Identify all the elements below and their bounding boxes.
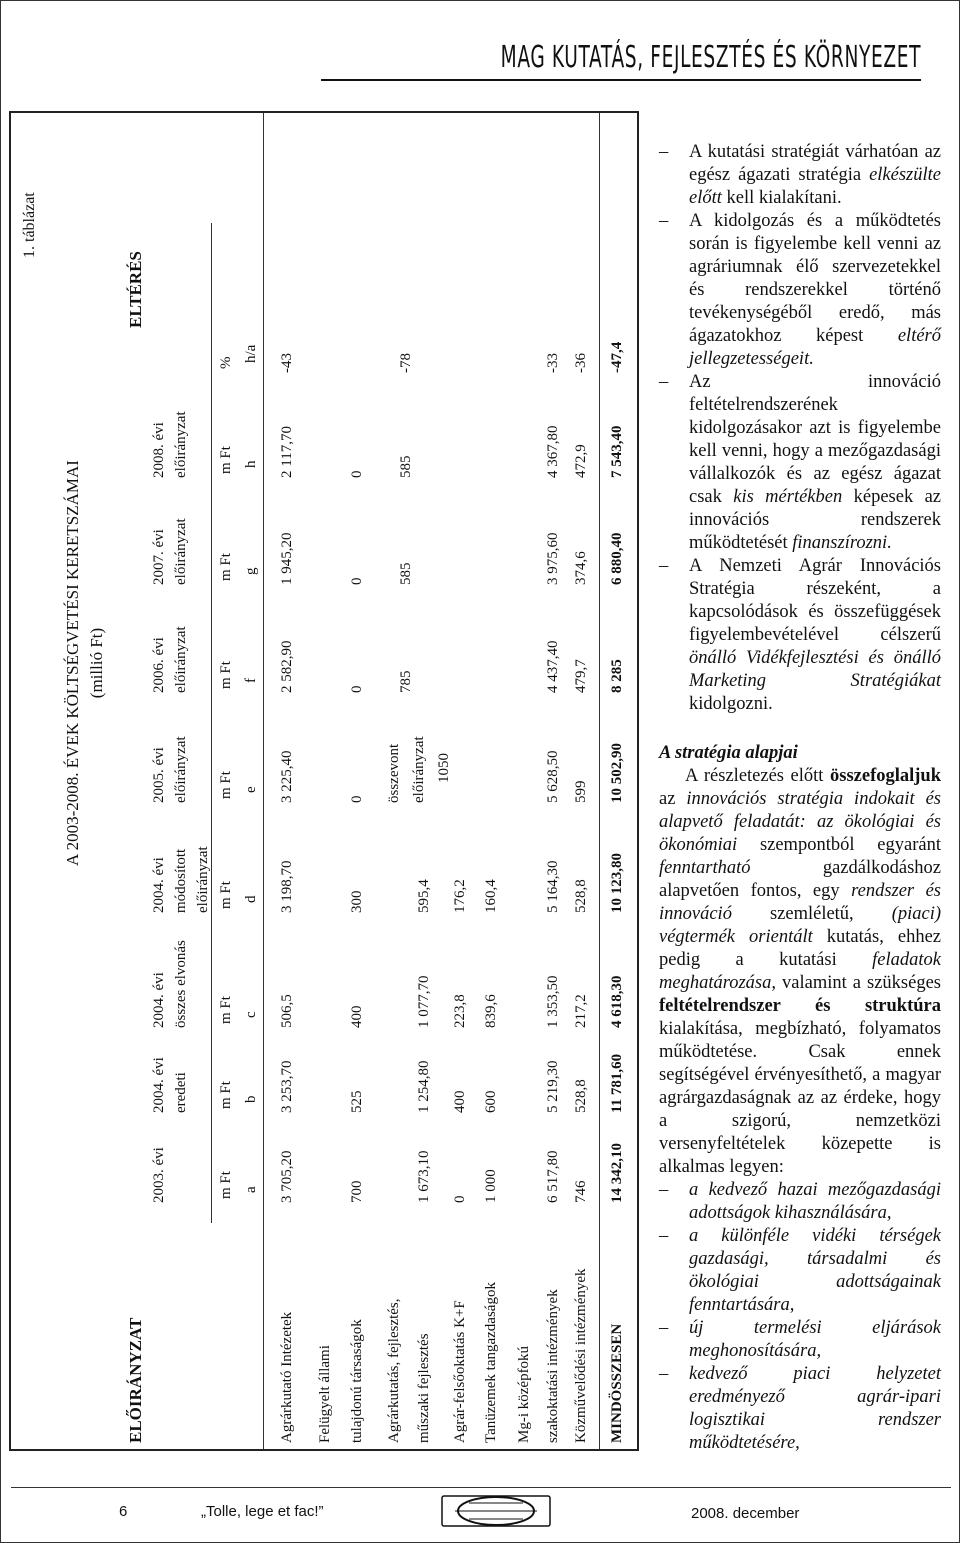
- table-cell: 785: [398, 670, 414, 693]
- bullet-list-bottom: [659, 1179, 941, 1455]
- table-cell: 4 437,40: [545, 640, 561, 693]
- table-cell: 3 225,40: [279, 750, 295, 803]
- bullet-list-top: [659, 141, 941, 716]
- table-cell: 595,4: [416, 879, 432, 913]
- bullet-text: új termelési eljárások meghonosítására,: [689, 1318, 941, 1361]
- table-row-label: Agrárkutatás, fejlesztés,: [386, 1298, 402, 1443]
- dash-icon: –: [659, 1318, 669, 1338]
- column-letter: f: [243, 678, 259, 683]
- section-subhead: A stratégia alapjai: [659, 743, 798, 763]
- table-cell: 1 000: [483, 1169, 499, 1203]
- text-run: A részletezés előtt: [685, 766, 830, 786]
- text-run: képesek az innovációs rendszerek működtetését: [689, 487, 941, 553]
- column-header-label: módosított: [173, 848, 189, 913]
- table-cell: 3 975,60: [545, 532, 561, 585]
- table-cell: -36: [573, 353, 589, 373]
- table-cell: 7 543,40: [609, 425, 625, 478]
- table-cell: 4 367,80: [545, 425, 561, 478]
- table-cell: 6 517,80: [545, 1150, 561, 1203]
- table-cell: 0: [452, 1195, 468, 1203]
- table-cell: 4 618,30: [609, 975, 625, 1028]
- bullet-item: [659, 141, 941, 210]
- table-cell: -33: [545, 353, 561, 373]
- bullet-text: kedvező piaci helyzetet eredményező agrár-ipari logisztikai rendszer működtetésére,: [689, 1364, 941, 1453]
- bullet-item: [659, 1179, 941, 1225]
- bullet-item: [659, 210, 941, 371]
- table-deviation-label: ELTÉRÉS: [126, 251, 145, 328]
- ketaf-logo-icon: [441, 1495, 551, 1527]
- column-letter: a: [243, 1186, 259, 1193]
- table-cell: -78: [398, 353, 414, 373]
- table-corner-label: ELŐIRÁNYZAT: [126, 1317, 145, 1443]
- column-letter: h/a: [243, 344, 259, 363]
- text-run: önálló Vidékfejlesztési és önálló Marketing Stratégiákat: [689, 648, 941, 691]
- text-run: összefoglaljuk: [830, 766, 941, 786]
- table-cell: 374,6: [573, 551, 589, 585]
- table-cell: 746: [573, 1180, 589, 1203]
- column-header-year: 2008. évi: [151, 422, 167, 478]
- column-header-label: előirányzat: [173, 411, 189, 478]
- text-run: A kidolgozás és a működtetés során is figyelembe kell venni az agráriumnak élő szervezetekkel és rendszerekkel történő tevékenységéből eredő, más ágazatokhoz képest: [689, 211, 941, 346]
- table-cell: 223,8: [452, 994, 468, 1028]
- table-row-label: Közművelődési intézmények: [573, 1268, 589, 1443]
- column-header-year: 2003. évi: [151, 1147, 167, 1203]
- column-unit: m Ft: [218, 1171, 234, 1199]
- text-run: kutatás, ehhez pedig a kutatási: [659, 927, 941, 970]
- table-cell: 8 285: [609, 659, 625, 693]
- text-run: A kutatási stratégiát várhatóan az egész ágazati stratégia: [689, 142, 941, 185]
- budget-table-panel: [9, 111, 639, 1451]
- column-header-label: előirányzat: [173, 626, 189, 693]
- rotated-table: [11, 113, 639, 1451]
- text-run: kidolgozni.: [689, 694, 773, 714]
- table-cell: 700: [349, 1180, 365, 1203]
- table-cell: 506,5: [279, 994, 295, 1028]
- journal-title: MAG KUTATÁS, FEJLESZTÉS ÉS KÖRNYEZET: [500, 40, 921, 75]
- table-cell: 10 502,90: [609, 743, 625, 803]
- column-unit: m Ft: [218, 446, 234, 474]
- column-unit: m Ft: [218, 881, 234, 909]
- table-cell: 528,8: [573, 879, 589, 913]
- table-cell: 1 254,80: [416, 1060, 432, 1113]
- column-header-label: előirányzat: [195, 846, 211, 913]
- journal-header: [321, 31, 921, 81]
- header-rule: [321, 79, 921, 81]
- column-letter: b: [243, 1095, 259, 1103]
- body-paragraph: [659, 765, 941, 1179]
- table-row-label: Agrár-felsőoktatás K+F: [452, 1300, 468, 1443]
- column-unit: m Ft: [218, 553, 234, 581]
- table-cell: 400: [452, 1090, 468, 1113]
- total-row-rule: [599, 113, 600, 1451]
- column-header-label: összes elvonás: [173, 940, 189, 1028]
- column-header-year: 2007. évi: [151, 529, 167, 585]
- table-cell: 5 628,50: [545, 750, 561, 803]
- table-cell: 400: [349, 1005, 365, 1028]
- column-unit: m Ft: [218, 996, 234, 1024]
- column-letter: g: [243, 567, 259, 575]
- dash-icon: –: [659, 1364, 669, 1384]
- table-row-label: Felügyelt állami: [317, 1345, 333, 1443]
- table-cell: 3 253,70: [279, 1060, 295, 1113]
- table-cell: 0: [349, 795, 365, 803]
- column-unit: %: [218, 356, 234, 369]
- table-row-label: tulajdonú társaságok: [349, 1319, 365, 1443]
- bullet-text: a kedvező hazai mezőgazdasági adottságok kihasználására,: [689, 1180, 941, 1223]
- table-cell: 217,2: [573, 994, 589, 1028]
- table-cell: 839,6: [483, 994, 499, 1028]
- table-row-label: MINDÖSSZESEN: [609, 1323, 625, 1443]
- table-cell: 1 353,50: [545, 975, 561, 1028]
- header-unit-rule: [211, 223, 212, 1223]
- dash-icon: –: [659, 1226, 669, 1246]
- footer-date: 2008. december: [691, 1505, 800, 1522]
- text-run: feladatok meghatározása,: [659, 950, 941, 993]
- column-header-label: előirányzat: [173, 518, 189, 585]
- table-title: A 2003-2008. ÉVEK KÖLTSÉGVETÉSI KERETSZÁMAI: [63, 460, 82, 866]
- bullet-item: [659, 1225, 941, 1317]
- table-cell: 525: [349, 1090, 365, 1113]
- text-run: szempontból egyaránt: [737, 835, 941, 855]
- footer-motto: „Tolle, lege et fac!”: [201, 1503, 324, 1520]
- bullet-text: a különféle vidéki térségek gazdasági, társadalmi és ökológiai adottságainak fenntartására,: [689, 1226, 941, 1315]
- table-row-label: Agrárkutató Intézetek: [279, 1311, 295, 1443]
- merged-cell-text: előirányzat: [411, 736, 427, 803]
- table-row-label: szakoktatási intézmények: [545, 1289, 561, 1443]
- column-letter: d: [243, 895, 259, 903]
- table-cell: 599: [573, 780, 589, 803]
- table-cell: 5 219,30: [545, 1060, 561, 1113]
- table-cell: 3 198,70: [279, 860, 295, 913]
- table-cell: 5 164,30: [545, 860, 561, 913]
- table-unit-title: (millió Ft): [87, 627, 106, 699]
- text-run: gazdálkodáshoz alapvetően fontos, egy: [659, 858, 941, 901]
- table-cell: -43: [279, 353, 295, 373]
- article-column: [659, 141, 941, 1455]
- dash-icon: –: [659, 372, 669, 392]
- bullet-item: [659, 371, 941, 555]
- table-cell: 600: [483, 1090, 499, 1113]
- text-run: kell kialakítani.: [721, 188, 842, 208]
- footer-rule: [11, 1487, 951, 1488]
- column-header-label: előirányzat: [173, 736, 189, 803]
- text-run: Az innováció feltételrendszerének kidolgozásakor azt is figyelembe kell venni, hogy a mezőgazdasági vállalkozók és az egész ágazat csak: [689, 372, 941, 507]
- table-cell: 6 880,40: [609, 532, 625, 585]
- table-cell: -47,4: [609, 341, 625, 373]
- merged-cell-text: 1050: [436, 753, 452, 783]
- table-cell: 1 077,70: [416, 975, 432, 1028]
- text-run: finanszírozni.: [792, 533, 892, 553]
- table-cell: 528,8: [573, 1079, 589, 1113]
- table-row-label: műszaki fejlesztés: [416, 1333, 432, 1443]
- table-cell: 0: [349, 577, 365, 585]
- dash-icon: –: [659, 556, 669, 576]
- dash-icon: –: [659, 1180, 669, 1200]
- text-run: feltételrendszer és struktúra: [659, 996, 941, 1016]
- text-run: (piaci) végtermék orientált: [659, 904, 941, 947]
- table-cell: 0: [349, 470, 365, 478]
- table-cell: 14 342,10: [609, 1143, 625, 1203]
- text-run: az: [659, 789, 687, 809]
- bullet-item: [659, 555, 941, 716]
- column-header-year: 2004. évi: [151, 1057, 167, 1113]
- table-cell: 160,4: [483, 879, 499, 913]
- text-run: innovációs stratégia indokait és alapvető feladatát: az ökológiai és ökonómiai: [659, 789, 941, 855]
- table-cell: 176,2: [452, 879, 468, 913]
- table-cell: 2 117,70: [279, 426, 295, 478]
- column-header-year: 2005. évi: [151, 747, 167, 803]
- column-header-label: eredeti: [173, 1072, 189, 1113]
- table-cell: 1 945,20: [279, 532, 295, 585]
- column-header-year: 2004. évi: [151, 972, 167, 1028]
- table-cell: 11 781,60: [609, 1053, 625, 1113]
- bullet-item: [659, 1363, 941, 1455]
- table-cell: 300: [349, 890, 365, 913]
- column-letter: e: [243, 786, 259, 793]
- table-cell: 0: [349, 685, 365, 693]
- text-run: elkészülte előtt: [689, 165, 941, 208]
- text-run: kis mértékben: [733, 487, 843, 507]
- text-run: szemléletű,: [731, 904, 892, 924]
- text-run: fenntartható: [659, 858, 751, 878]
- column-unit: m Ft: [218, 1081, 234, 1109]
- table-cell: 472,9: [573, 444, 589, 478]
- bullet-item: [659, 1317, 941, 1363]
- table-cell: 585: [398, 455, 414, 478]
- dash-icon: –: [659, 211, 669, 231]
- table-row-label: Mg-i középfokú: [516, 1345, 532, 1443]
- text-run: A Nemzeti Agrár Innovációs Stratégia részeként, a kapcsolódások és összefüggések figyelembevételével célszerű: [689, 556, 941, 645]
- column-letter: c: [243, 1011, 259, 1018]
- dash-icon: –: [659, 142, 669, 162]
- text-run: eltérő jellegzetességeit.: [689, 326, 941, 369]
- table-cell: 479,7: [573, 659, 589, 693]
- text-run: rendszer és innováció: [659, 881, 941, 924]
- table-cell: 2 582,90: [279, 640, 295, 693]
- text-run: kialakítása, megbízható, folyamatos működtetése. Csak ennek segítségével érvényesíthető, a magyar agrárgazdaságnak az az érdeke, hogy a szigorú, nemzetközi versenyfeltételek közepette is alkalmas legyen:: [659, 1019, 941, 1177]
- table-cell: 10 123,80: [609, 853, 625, 913]
- page-footer: [1, 1487, 960, 1537]
- column-header-year: 2004. évi: [151, 857, 167, 913]
- page-number: 6: [119, 1503, 128, 1520]
- table-cell: 585: [398, 562, 414, 585]
- table-cell: 3 705,20: [279, 1150, 295, 1203]
- header-bottom-rule: [263, 113, 264, 1451]
- column-header-year: 2006. évi: [151, 637, 167, 693]
- column-unit: m Ft: [218, 661, 234, 689]
- column-unit: m Ft: [218, 771, 234, 799]
- table-cell: 1 673,10: [416, 1150, 432, 1203]
- table-row-label: Tanüzemek tangazdaságok: [483, 1282, 499, 1443]
- text-run: valamint a szükséges: [776, 973, 941, 993]
- column-letter: h: [243, 460, 259, 468]
- table-number: 1. táblázat: [21, 192, 38, 258]
- merged-cell-text: összevont: [386, 743, 402, 803]
